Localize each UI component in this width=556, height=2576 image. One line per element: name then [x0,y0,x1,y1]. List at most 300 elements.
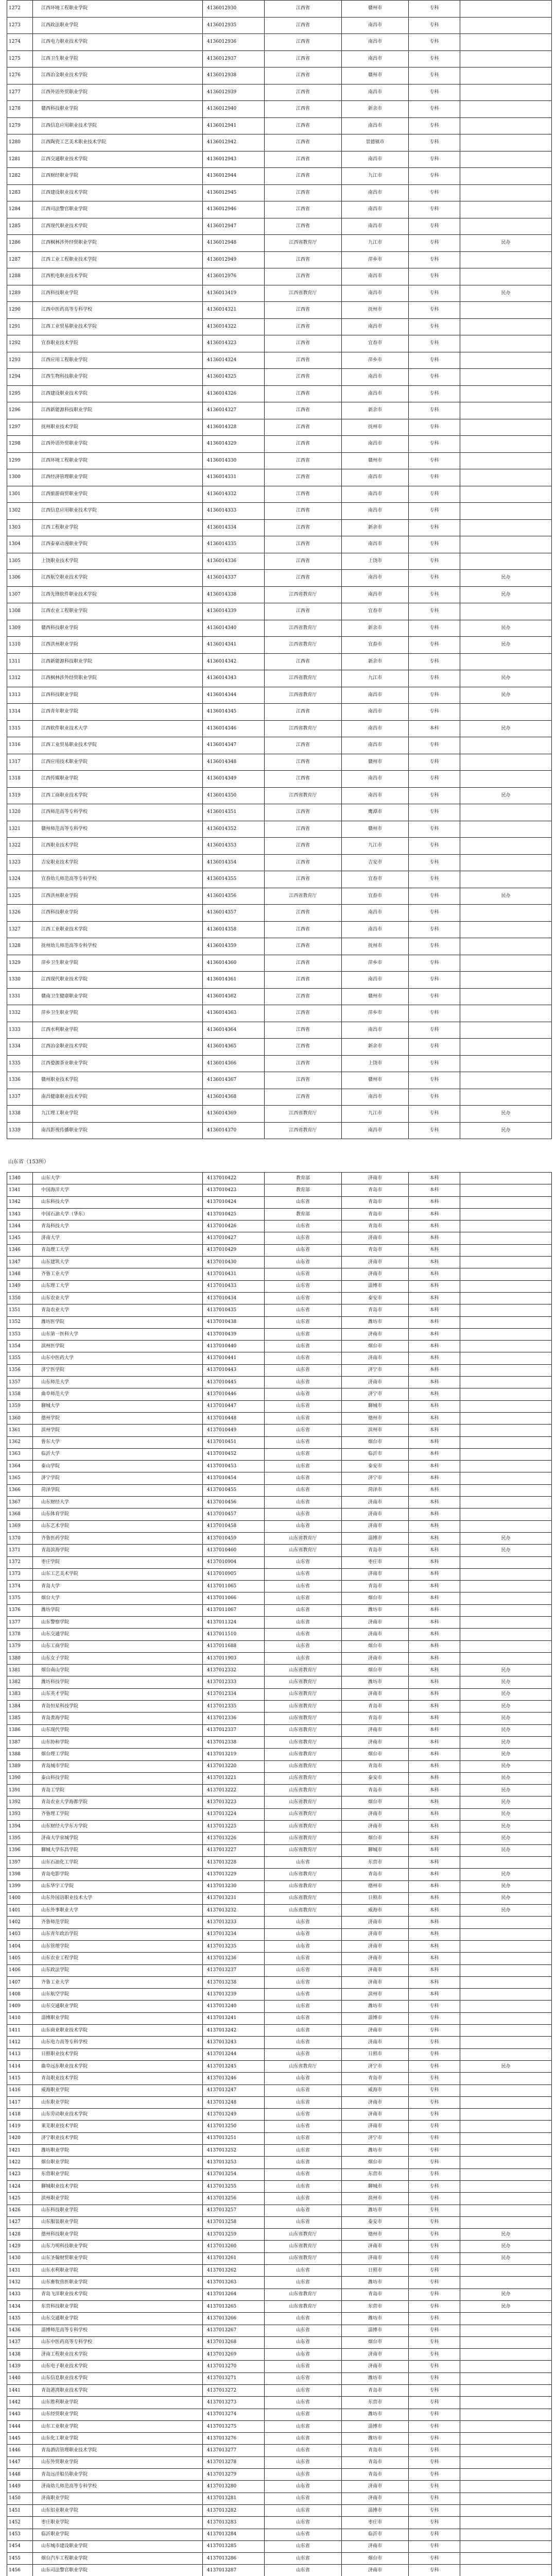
location-cell: 九江市 [342,670,409,687]
table-row [7,972,552,989]
table-row [7,2384,552,2396]
school-code-cell: 4136012935 [203,17,265,34]
location-cell: 青岛市 [342,2384,409,2396]
location-cell: 南昌市 [342,218,409,235]
school-code-cell: 4136012942 [203,134,265,151]
authority-cell: 山东省 [265,1484,342,1496]
authority-cell: 江西省 [265,486,342,503]
table-row [7,704,552,721]
school-code-cell: 4137013235 [203,1941,265,1953]
location-cell: 赣州市 [342,988,409,1005]
school-code-cell: 4136012976 [203,268,265,285]
row-number-cell: 1306 [7,570,33,587]
location-cell: 潍坊市 [342,1676,409,1688]
remark-cell [460,1221,552,1232]
school-code-cell: 4137013268 [203,2336,265,2348]
location-cell: 济南市 [342,1520,409,1532]
row-number-cell: 1370 [7,1532,33,1544]
row-number-cell: 1378 [7,1629,33,1640]
school-code-cell: 4136014365 [203,1039,265,1056]
authority-cell: 山东省 [265,1292,342,1304]
row-number-cell: 1393 [7,1808,33,1820]
level-cell: 专科 [409,2205,460,2216]
table-row [7,2420,552,2432]
authority-cell: 江西省 [265,519,342,536]
authority-cell: 山东省教育厅 [265,1833,342,1844]
school-code-cell: 4137013242 [203,2025,265,2037]
school-name-cell: 九江理工职业学院 [33,1106,203,1123]
location-cell: 济南市 [342,1736,409,1748]
level-cell: 本科 [409,1316,460,1328]
school-code-cell: 4136014361 [203,972,265,989]
location-cell: 东营市 [342,1856,409,1868]
remark-cell [460,1461,552,1472]
remark-cell: 民办 [460,2241,552,2252]
row-number-cell: 1323 [7,854,33,871]
location-cell: 潍坊市 [342,2001,409,2012]
row-number-cell: 1447 [7,2456,33,2468]
location-cell: 南昌市 [342,369,409,386]
location-cell: 萍乡市 [342,251,409,268]
remark-cell [460,17,552,34]
school-code-cell: 4137011688 [203,1640,265,1652]
school-code-cell: 4137011067 [203,1604,265,1616]
location-cell: 吉安市 [342,854,409,871]
authority-cell: 山东省 [265,1472,342,1484]
row-number-cell: 1399 [7,1880,33,1892]
level-cell: 专科 [409,838,460,855]
row-number-cell: 1383 [7,1688,33,1700]
location-cell: 南昌市 [342,151,409,168]
school-name-cell: 南昌健康职业技术学院 [33,1089,203,1106]
remark-cell: 民办 [460,586,552,603]
row-number-cell: 1334 [7,1039,33,1056]
row-number-cell: 1434 [7,2300,33,2312]
school-code-cell: 4136014341 [203,637,265,654]
row-number-cell: 1423 [7,2168,33,2180]
table-row [7,1701,552,1713]
level-cell: 本科 [409,1581,460,1592]
school-name-cell: 山东大学 [33,1173,203,1184]
row-number-cell: 1367 [7,1497,33,1509]
authority-cell: 山东省 [265,1592,342,1604]
school-name-cell: 烟台理工学院 [33,1749,203,1760]
row-number-cell: 1421 [7,2145,33,2157]
table-row [7,921,552,938]
level-cell: 专科 [409,553,460,570]
remark-cell [460,804,552,821]
remark-cell [460,921,552,938]
table-row [7,503,552,520]
school-name-cell: 山东交通职业学院 [33,2001,203,2012]
school-name-cell: 山东胜利职业学院 [33,2397,203,2409]
school-name-cell: 山东外国语职业技术大学 [33,1892,203,1904]
location-cell: 烟台市 [342,1797,409,1808]
school-code-cell: 4137013253 [203,2157,265,2168]
location-cell: 九江市 [342,168,409,185]
remark-cell [460,1928,552,1940]
location-cell: 南昌市 [342,34,409,51]
level-cell: 专科 [409,1055,460,1072]
authority-cell: 山东省 [265,1461,342,1472]
location-cell: 南昌市 [342,318,409,335]
row-number-cell: 1403 [7,1928,33,1940]
authority-cell: 江西省 [265,101,342,118]
row-number-cell: 1418 [7,2109,33,2121]
authority-cell: 江西省 [265,251,342,268]
school-code-cell: 4137013247 [203,2084,265,2096]
school-code-cell: 4137013248 [203,2096,265,2108]
location-cell: 青岛市 [342,1304,409,1316]
row-number-cell: 1449 [7,2481,33,2493]
row-number-cell: 1368 [7,1509,33,1520]
table-row [7,637,552,654]
authority-cell: 山东省 [265,2313,342,2325]
authority-cell: 山东省 [265,2517,342,2529]
school-code-cell: 4136014323 [203,335,265,352]
school-code-cell: 4136014355 [203,871,265,888]
school-name-cell: 青岛滨海学院 [33,1545,203,1556]
row-number-cell: 1291 [7,318,33,335]
authority-cell: 山东省 [265,2048,342,2060]
remark-cell [460,318,552,335]
authority-cell: 山东省 [265,2216,342,2228]
school-code-cell: 4137010458 [203,1520,265,1532]
table-row [7,1022,552,1039]
school-name-cell: 江西机电职业技术学院 [33,268,203,285]
table-row [7,754,552,771]
remark-cell [460,1072,552,1089]
location-cell: 临沂市 [342,1448,409,1460]
school-name-cell: 滨州职业学院 [33,2193,203,2205]
location-cell: 济南市 [342,1268,409,1280]
remark-cell [460,1005,552,1022]
school-code-cell: 4137013265 [203,2300,265,2312]
level-cell: 本科 [409,1268,460,1280]
table-row [7,1592,552,1604]
authority-cell: 江西省教育厅 [265,235,342,252]
school-name-cell: 江西洪州职业学院 [33,637,203,654]
level-cell: 专科 [409,2180,460,2192]
location-cell: 泰安市 [342,1292,409,1304]
school-name-cell: 曲阜远东职业技术学院 [33,2060,203,2072]
school-code-cell: 4136012941 [203,117,265,134]
school-code-cell: 4137010457 [203,1509,265,1520]
table-row [7,2132,552,2144]
remark-cell: 民办 [460,888,552,905]
location-cell: 日照市 [342,2265,409,2277]
row-number-cell: 1277 [7,84,33,101]
authority-cell: 江西省 [265,1039,342,1056]
location-cell: 九江市 [342,235,409,252]
authority-cell: 江西省教育厅 [265,586,342,603]
location-cell: 济南市 [342,1917,409,1928]
authority-cell: 江西省 [265,754,342,771]
remark-cell [460,905,552,922]
school-name-cell: 青岛城市学院 [33,1760,203,1772]
remark-cell: 民办 [460,1821,552,1833]
location-cell: 青岛市 [342,1545,409,1556]
authority-cell: 山东省 [265,1917,342,1928]
level-cell: 专科 [409,335,460,352]
row-number-cell: 1424 [7,2180,33,2192]
location-cell: 济宁市 [342,1364,409,1376]
school-name-cell: 山东科技职业学院 [33,2205,203,2216]
remark-cell [460,101,552,118]
remark-cell [460,2025,552,2037]
row-number-cell: 1309 [7,620,33,637]
table-row [7,570,552,587]
row-number-cell: 1280 [7,134,33,151]
school-name-cell: 济南大学泉城学院 [33,1833,203,1844]
table-row [7,1436,552,1448]
level-cell: 本科 [409,1665,460,1676]
school-code-cell: 4136014356 [203,888,265,905]
school-name-cell: 青岛科技大学 [33,1221,203,1232]
remark-cell: 民办 [460,1833,552,1844]
school-code-cell: 4137010438 [203,1316,265,1328]
school-name-cell: 江西新能源科技职业学院 [33,402,203,419]
location-cell: 赣州市 [342,754,409,771]
table-row [7,1400,552,1412]
school-code-cell: 4137013271 [203,2372,265,2384]
location-cell: 东营市 [342,2168,409,2180]
school-code-cell: 4137013251 [203,2132,265,2144]
location-cell: 德州市 [342,1880,409,1892]
authority-cell: 山东省教育厅 [265,1688,342,1700]
level-cell: 本科 [409,1377,460,1388]
authority-cell: 教育部 [265,1173,342,1184]
level-cell: 本科 [409,1400,460,1412]
school-name-cell: 济南幼儿师范高等专科学校 [33,2481,203,2493]
authority-cell: 山东省 [265,1400,342,1412]
authority-cell: 山东省 [265,1388,342,1400]
school-code-cell: 4136014345 [203,704,265,721]
remark-cell [460,151,552,168]
table-row [7,2529,552,2540]
remark-cell [460,469,552,486]
location-cell: 济南市 [342,1257,409,1268]
location-cell: 南昌市 [342,737,409,754]
location-cell: 青岛市 [342,1196,409,1208]
school-code-cell: 4137013262 [203,2265,265,2277]
table-row [7,1448,552,1460]
level-cell: 专科 [409,1089,460,1106]
row-number-cell: 1405 [7,1953,33,1964]
authority-cell: 江西省 [265,385,342,402]
school-code-cell: 4137012334 [203,1688,265,1700]
location-cell: 济南市 [342,2493,409,2504]
level-cell: 本科 [409,1736,460,1748]
school-code-cell: 4136014350 [203,787,265,804]
authority-cell: 山东省 [265,2529,342,2540]
location-cell: 萍乡市 [342,1005,409,1022]
remark-cell [460,771,552,788]
school-name-cell: 烟台汽车工程职业学院 [33,2553,203,2565]
table-row [7,151,552,168]
level-cell: 本科 [409,1989,460,2001]
level-cell: 专科 [409,2349,460,2361]
location-cell: 济南市 [342,1652,409,1664]
remark-cell: 民办 [460,1749,552,1760]
school-name-cell: 鲁东大学 [33,1436,203,1448]
location-cell: 济南市 [342,1232,409,1244]
level-cell: 本科 [409,1412,460,1424]
table-row [7,1833,552,1844]
school-name-cell: 青岛飞洋职业技术学院 [33,2289,203,2300]
authority-cell: 山东省教育厅 [265,1736,342,1748]
authority-cell: 江西省 [265,905,342,922]
level-cell: 专科 [409,84,460,101]
authority-cell: 山东省教育厅 [265,1676,342,1688]
level-cell: 专科 [409,2193,460,2205]
row-number-cell: 1330 [7,972,33,989]
row-number-cell: 1310 [7,637,33,654]
location-cell: 青岛市 [342,1760,409,1772]
authority-cell: 山东省 [265,1412,342,1424]
row-number-cell: 1374 [7,1581,33,1592]
row-number-cell: 1435 [7,2313,33,2325]
remark-cell [460,1268,552,1280]
row-number-cell: 1324 [7,871,33,888]
school-code-cell: 4137013220 [203,1760,265,1772]
school-code-cell: 4137013282 [203,2504,265,2516]
level-cell: 本科 [409,1592,460,1604]
table-row [7,402,552,419]
row-number-cell: 1384 [7,1701,33,1713]
remark-cell [460,2565,552,2576]
authority-cell: 江西省 [265,854,342,871]
school-name-cell: 中国石油大学（华东） [33,1208,203,1220]
location-cell: 青岛市 [342,1244,409,1256]
remark-cell: 民办 [460,787,552,804]
school-code-cell: 4137011324 [203,1616,265,1628]
location-cell: 新余市 [342,653,409,670]
school-name-cell: 聊城大学东昌学院 [33,1844,203,1856]
location-cell: 南昌市 [342,503,409,520]
level-cell: 本科 [409,1497,460,1509]
location-cell: 南昌市 [342,1122,409,1139]
remark-cell [460,2073,552,2084]
remark-cell [460,134,552,151]
school-code-cell: 4136014353 [203,838,265,855]
school-name-cell: 济南大学 [33,1232,203,1244]
table-row [7,838,552,855]
authority-cell: 山东省 [265,2361,342,2372]
authority-cell: 山东省教育厅 [265,1724,342,1736]
location-cell: 淄博市 [342,2325,409,2336]
school-name-cell: 东营科技职业学院 [33,2300,203,2312]
section-title: 山东省（153所） [8,1159,49,1165]
location-cell: 枣庄市 [342,1556,409,1568]
remark-cell [460,2193,552,2205]
location-cell: 南昌市 [342,720,409,737]
school-name-cell: 萍乡卫生职业学院 [33,955,203,972]
table-row [7,2252,552,2264]
authority-cell: 山东省 [265,2168,342,2180]
table-row [7,469,552,486]
authority-cell: 江西省 [265,50,342,67]
remark-cell [460,1640,552,1652]
location-cell: 烟台市 [342,1833,409,1844]
remark-cell: 民办 [460,1676,552,1688]
location-cell: 烟台市 [342,2336,409,2348]
authority-cell: 山东省 [265,1304,342,1316]
row-number-cell: 1438 [7,2349,33,2361]
location-cell: 济宁市 [342,2060,409,2072]
school-code-cell: 4137013283 [203,2517,265,2529]
location-cell: 济南市 [342,2037,409,2048]
location-cell: 济南市 [342,1509,409,1520]
table-row [7,1880,552,1892]
authority-cell: 山东省 [265,1377,342,1388]
remark-cell [460,2325,552,2336]
school-code-cell: 4137010422 [203,1173,265,1184]
remark-cell [460,201,552,218]
remark-cell [460,67,552,84]
table-row [7,1055,552,1072]
school-code-cell: 4137010453 [203,1461,265,1472]
row-number-cell: 1397 [7,1856,33,1868]
authority-cell: 江西省 [265,1005,342,1022]
remark-cell [460,1257,552,1268]
school-name-cell: 山东现代学院 [33,1724,203,1736]
authority-cell: 山东省 [265,2145,342,2157]
remark-cell [460,553,552,570]
school-name-cell: 江西泰豪动漫职业学院 [33,536,203,553]
table-row [7,2180,552,2192]
authority-cell: 江西省教育厅 [265,670,342,687]
row-number-cell: 1298 [7,436,33,453]
school-name-cell: 江西传媒职业学院 [33,771,203,788]
table-row [7,2025,552,2037]
level-cell: 专科 [409,302,460,319]
school-code-cell: 4136012940 [203,101,265,118]
table-row [7,2145,552,2157]
school-name-cell: 江西冶金职业技术学院 [33,67,203,84]
remark-cell: 民办 [460,1701,552,1713]
remark-cell [460,218,552,235]
location-cell: 新余市 [342,620,409,637]
authority-cell: 江西省 [265,201,342,218]
table-row [7,1520,552,1532]
table-row [7,2372,552,2384]
location-cell: 南昌市 [342,704,409,721]
table-row [7,1196,552,1208]
school-name-cell: 江西外语外贸职业学院 [33,436,203,453]
level-cell: 专科 [409,2073,460,2084]
row-number-cell: 1436 [7,2325,33,2336]
remark-cell [460,1244,552,1256]
table-row [7,419,552,436]
remark-cell [460,503,552,520]
school-code-cell: 4137012337 [203,1724,265,1736]
authority-cell: 山东省 [265,2205,342,2216]
level-cell: 本科 [409,1797,460,1808]
table-row [7,2540,552,2552]
remark-cell: 民办 [460,1797,552,1808]
school-name-cell: 江西司法警官职业学院 [33,201,203,218]
authority-cell: 山东省教育厅 [265,1713,342,1724]
school-code-cell: 4137010423 [203,1184,265,1196]
location-cell: 济南市 [342,2121,409,2132]
table-row [7,2265,552,2277]
location-cell: 潍坊市 [342,2313,409,2325]
row-number-cell: 1429 [7,2241,33,2252]
table-row [7,536,552,553]
school-name-cell: 山东电子职业技术学院 [33,2361,203,2372]
school-code-cell: 4136014343 [203,670,265,687]
